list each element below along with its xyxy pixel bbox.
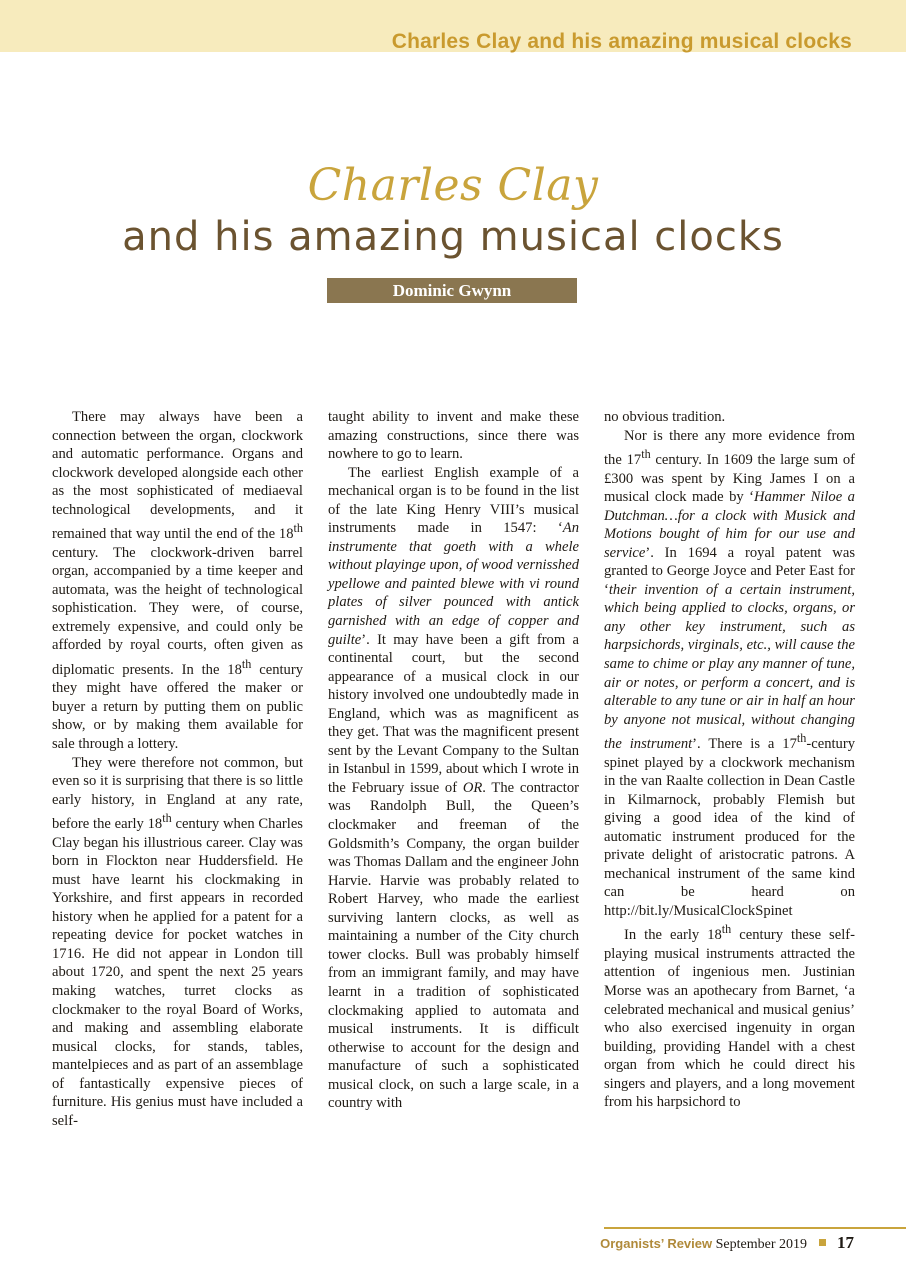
paragraph: no obvious tradition. [604,409,726,425]
paragraph: They were therefore not common, but even so it is surprising that there is so little early history, in England at any rate, before the early 18th century when Charles Clay began his illustrious career. Clay was born in Flockton near Huddersfield. He must have learnt his clockmaking in Yorkshire, and first appears in recorded history when he applied for a patent for a repeating device for pocket watches in 1716. He did not appear in London till about 1720, and spent the next 25 years making watches, turret clocks as clockmaker to the royal Board of Works, and making and assembling elaborate musical clocks, for stands, tables, mantelpieces and as part of an assemblage of fantastically expensive pieces of furniture. His genius must have included a self- [52,754,303,1129]
article-title-script: Charles Clay [307,160,599,211]
square-bullet-icon [819,1239,826,1246]
text-column-2 [328,408,579,1113]
text-column-1 [52,408,303,1130]
text-column-3 [604,408,855,1112]
running-title: Charles Clay and his amazing musical clocks [391,30,852,53]
issue-date: September 2019 [715,1237,807,1252]
paragraph: Nor is there any more evidence from the 17th century. In 1609 the large sum of £300 was spent by King James I on a musical clock made by ‘Hammer Niloe a Dutchman…for a clock with Musick and Motions bought of him for our use and service’. In 1694 a royal patent was granted to George Joyce and Peter East for ‘their invention of a certain instrument, which being applied to clocks, organs, or any other key instrument, such as harpsichords, virginals, etc., will cause the same to chime or play any manner of tune, air or notes, or perform a concert, and is alterable to any tune or air in half an hour by anyone not musical, without changing the instrument’. There is a 17th-century spinet played by a clockwork mechanism in the van Raalte collection in Dean Castle in Kilmarnock, probably Flemish but giving a good idea of the kind of automatic instrument produced for the private delight of aristocratic patrons. A mechanical instrument of the same kind can be heard on http://bit.ly/MusicalClockSpinet [604,427,855,919]
page-number: 17 [837,1233,854,1252]
footer-rule [604,1227,906,1229]
paragraph: taught ability to invent and make these amazing constructions, since there was nowhere to go to learn. [328,409,579,463]
paragraph: The earliest English example of a mechanical organ is to be found in the list of the late King Henry VIII’s musical instruments made in 1547: ‘An instrumente that goeth with a whele without playinge upon, of wood vernisshed ypellowe and painted blewe with vi round plates of silver pounced with antick garnished with an edge of copper and guilte’. It may have been a gift from a continental court, but the second appearance of a musical clock in our history involved one undoubtedly made in England, which was as magnificent as they get. That was the magnificent present sent by the Levant Company to the Sultan in Istanbul in 1599, about which I wrote in the February issue of OR. The contractor was Randolph Bull, the Queen’s clockmaker and freeman of the Goldsmith’s Company, the organ builder was Thomas Dallam and the engineer John Harvie. Harvie was probably related to Robert Harvey, who made the earliest surviving lantern clocks, as well as maintaining a number of the City church tower clocks. Bull was probably himself from an immigrant family, and may have learnt in a tradition of sophisticated clockmaking applied to automata and musical instruments. It is difficult otherwise to account for the design and manufacture of such a sophisticated musical clock, on such a large scale, in a country with [328,464,580,1112]
paragraph: There may always have been a connection between the organ, clockwork and automatic performance. Organs and clockwork developed alongside each other as the most sophisticated of mediaeval technological developments, and it remained that way until the end of the 18th century. The clockwork-driven barrel organ, accompanied by a time keeper and automata, was the height of technological sophistication. They were, of course, extremely expensive, and could only be afforded by royal courts, often given as diplomatic presents. In the 18th century they might have offered the maker or buyer a return by putting them on public show, or by making them available for sale through a lottery. [52,409,303,753]
page-footer [600,1233,854,1253]
author-byline: Dominic Gwynn [327,278,577,303]
article-title-main: and his amazing musical clocks [122,214,784,260]
magazine-name: Organists’ Review [600,1236,713,1251]
paragraph: In the early 18th century these self-playing musical instruments attracted the attention of ingenious men. Justinian Morse was an apothecary from Barnet, ‘a celebrated mechanical and musical genius’ who also exercised ingenuity in organ building, providing Handel with a chest organ from which he could direct his singers and players, and a long movement from his harpsichord to [604,922,855,1111]
